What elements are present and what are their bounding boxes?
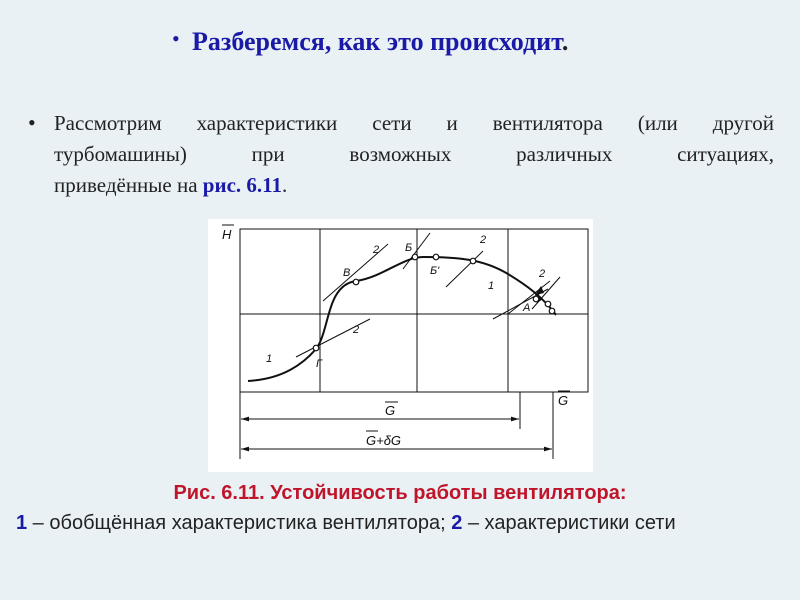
point-label-g: Г <box>316 358 322 370</box>
point-a2 <box>545 301 551 307</box>
caption-num-2: 2 <box>451 512 463 534</box>
point-v <box>353 279 359 285</box>
fan-characteristics-diagram <box>208 219 593 472</box>
point-label-b-prime: Б' <box>430 265 440 277</box>
body-line-1: Рассмотрим характеристики сети и вентилятора (или другой <box>54 111 774 135</box>
curve-label-2-c: 2 <box>480 234 487 246</box>
axis-label-h: H <box>222 227 232 242</box>
heading-period: . <box>561 27 569 56</box>
caption-desc-2: – характеристики сети <box>462 512 676 534</box>
body-line-3 <box>54 170 774 201</box>
body-line-3-prefix: приведённые на <box>54 173 203 197</box>
point-a <box>533 296 539 302</box>
point-b2 <box>470 258 476 264</box>
point-a3 <box>549 308 555 314</box>
point-label-v: В <box>343 267 351 279</box>
curve-label-2-b: 2 <box>353 324 360 336</box>
point-b <box>412 254 418 260</box>
caption-num-1: 1 <box>16 512 28 534</box>
curve-2-network-right <box>446 251 483 287</box>
axis-label-g: G <box>558 393 569 408</box>
heading-main: Разберемся, как это происходит <box>192 27 562 56</box>
body-line-3-end: . <box>282 173 288 197</box>
caption-body <box>16 510 776 537</box>
caption-desc-1: – обобщённая характеристика вентилятора; <box>27 512 452 534</box>
point-label-b: Б <box>405 242 413 254</box>
curve-label-2-a: 2 <box>373 244 380 256</box>
point-label-a: А <box>523 302 531 314</box>
figure-reference: рис. 6.11 <box>202 173 282 197</box>
dimension-label-g: G <box>385 403 396 418</box>
body-line-2: турбомашины) при возможных различных ситуациях, <box>54 142 774 166</box>
point-g <box>313 345 319 351</box>
curve-label-1-right: 1 <box>488 280 495 292</box>
heading-text <box>192 27 568 57</box>
curve-label-1-left: 1 <box>266 353 273 365</box>
caption-title: Рис. 6.11. Устойчивость работы вентилятора: <box>173 482 627 504</box>
dimension-label-g-delta: G+δG <box>366 433 402 448</box>
bullet-marker: • <box>28 110 36 135</box>
bullet-marker: • <box>172 26 180 51</box>
curve-label-2-d: 2 <box>539 268 546 280</box>
curve-1-fan <box>248 257 556 381</box>
figure-diagram <box>208 219 593 472</box>
body-paragraph <box>54 108 774 201</box>
point-b-prime <box>433 254 439 260</box>
